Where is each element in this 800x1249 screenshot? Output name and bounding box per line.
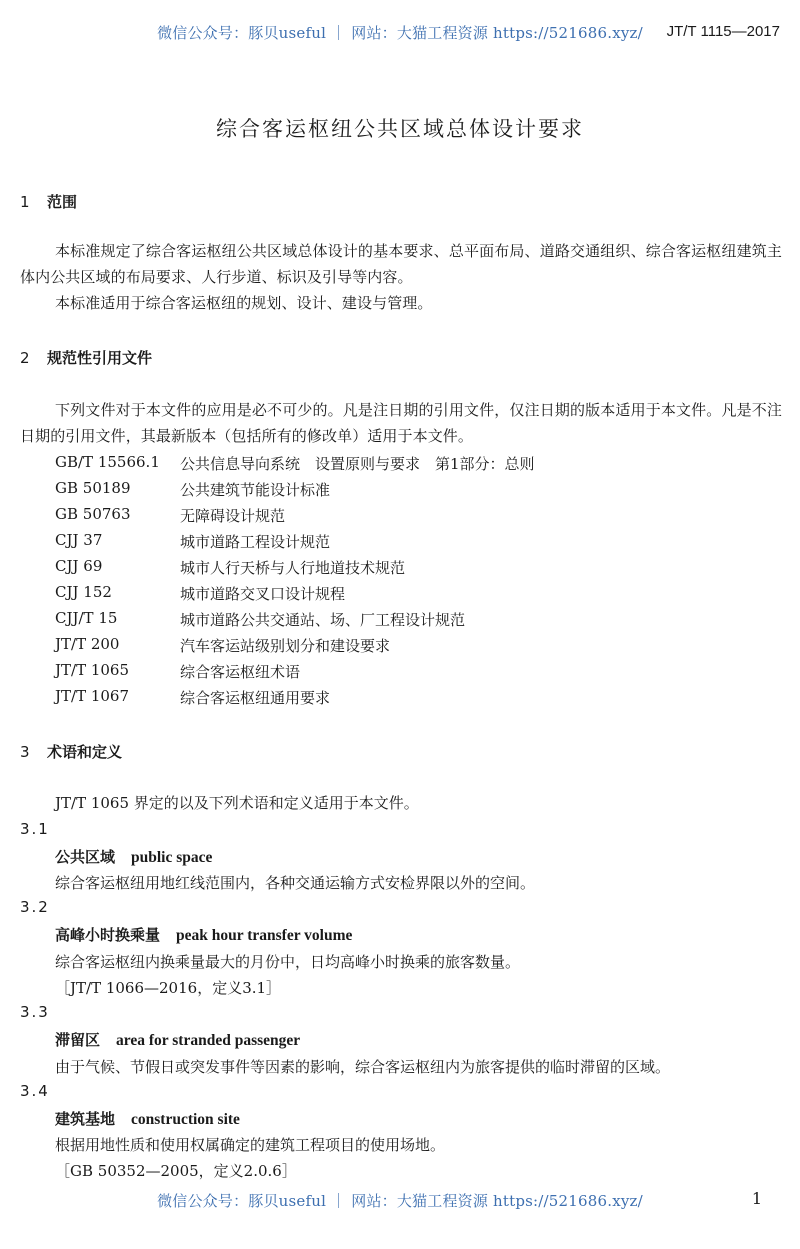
reference-code: JT/T 200 (55, 635, 120, 653)
term-source: ［JT/T 1066—2016，定义3.1］ (55, 979, 282, 997)
reference-title: 城市人行天桥与人行地道技术规范 (180, 559, 406, 577)
section-number: 1 (20, 193, 30, 211)
section-1-heading (20, 191, 77, 212)
reference-code: JT/T 1065 (55, 661, 130, 679)
page-number: 1 (751, 1189, 762, 1208)
reference-code: CJJ 69 (55, 557, 103, 575)
term-name (55, 924, 352, 945)
section-3-intro: JT/T 1065 界定的以及下列术语和定义适用于本文件。 (55, 794, 419, 812)
section-2-heading (20, 347, 152, 368)
reference-code: JT/T 1067 (55, 687, 130, 705)
section-title: 规范性引用文件 (47, 349, 153, 367)
term-number: 3.2 (20, 898, 50, 916)
reference-code: GB 50189 (55, 479, 131, 497)
reference-title: 城市道路交叉口设计规程 (180, 585, 346, 603)
term-definition: 由于气候、节假日或突发事件等因素的影响，综合客运枢纽内为旅客提供的临时滞留的区域。 (55, 1058, 671, 1076)
reference-title: 城市道路公共交通站、场、厂工程设计规范 (180, 611, 466, 629)
term-name-zh: 公共区域 (55, 848, 116, 866)
section-2-intro: 下列文件对于本文件的应用是必不可少的。凡是注日期的引用文件，仅注日期的版本适用于本文件。凡是不注日期的引用文件，其最新版本（包括所有的修改单）适用于本文件。 (20, 401, 782, 445)
term-definition: 综合客运枢纽内换乘量最大的月份中，日均高峰小时换乘的旅客数量。 (55, 953, 521, 971)
section-title: 范围 (47, 193, 78, 211)
section-3-heading (20, 741, 122, 762)
term-name-en: public space (131, 849, 213, 866)
reference-title: 综合客运枢纽通用要求 (180, 689, 331, 707)
term-name-en: area for stranded passenger (116, 1032, 301, 1049)
reference-code: GB 50763 (55, 505, 131, 523)
section-number: 2 (20, 349, 30, 367)
term-definition: 综合客运枢纽用地红线范围内，各种交通运输方式安检界限以外的空间。 (55, 874, 536, 892)
term-name-zh: 滞留区 (55, 1031, 101, 1049)
term-name-en: construction site (131, 1111, 240, 1128)
term-name (55, 1029, 300, 1050)
term-source: ［GB 50352—2005，定义2.0.6］ (55, 1162, 297, 1180)
footer-watermark: 微信公众号：豚贝useful ｜ 网站：大猫工程资源 https://521686.xyz/ (157, 1192, 643, 1210)
standard-number: JT/T 1115—2017 (666, 23, 780, 40)
reference-title: 城市道路工程设计规范 (180, 533, 331, 551)
header-watermark: 微信公众号：豚贝useful ｜ 网站：大猫工程资源 https://521686.xyz/ (157, 24, 643, 42)
term-definition: 根据用地性质和使用权属确定的建筑工程项目的使用场地。 (55, 1136, 446, 1154)
reference-title: 公共建筑节能设计标准 (180, 481, 331, 499)
reference-title: 公共信息导向系统 设置原则与要求 第1部分：总则 (180, 455, 535, 473)
term-number: 3.4 (20, 1082, 50, 1100)
reference-code: CJJ 152 (55, 583, 112, 601)
reference-title: 无障碍设计规范 (180, 507, 286, 525)
page-title: 综合客运枢纽公共区域总体设计要求 (216, 117, 584, 141)
section-title: 术语和定义 (47, 743, 123, 761)
section-number: 3 (20, 743, 30, 761)
term-name (55, 1108, 240, 1129)
term-name-en: peak hour transfer volume (176, 927, 353, 944)
term-name-zh: 高峰小时换乘量 (55, 926, 161, 944)
term-number: 3.3 (20, 1003, 50, 1021)
reference-code: CJJ 37 (55, 531, 103, 549)
reference-code: CJJ/T 15 (55, 609, 118, 627)
reference-title: 汽车客运站级别划分和建设要求 (180, 637, 391, 655)
reference-title: 综合客运枢纽术语 (180, 663, 301, 681)
section-1-paragraph-2: 本标准适用于综合客运枢纽的规划、设计、建设与管理。 (55, 294, 433, 312)
reference-code: GB/T 15566.1 (55, 453, 160, 471)
section-1-paragraph-1: 本标准规定了综合客运枢纽公共区域总体设计的基本要求、总平面布局、道路交通组织、综合客运枢纽建筑主体内公共区域的布局要求、人行步道、标识及引导等内容。 (20, 242, 782, 286)
term-name (55, 846, 212, 867)
term-name-zh: 建筑基地 (55, 1110, 116, 1128)
term-number: 3.1 (20, 820, 50, 838)
